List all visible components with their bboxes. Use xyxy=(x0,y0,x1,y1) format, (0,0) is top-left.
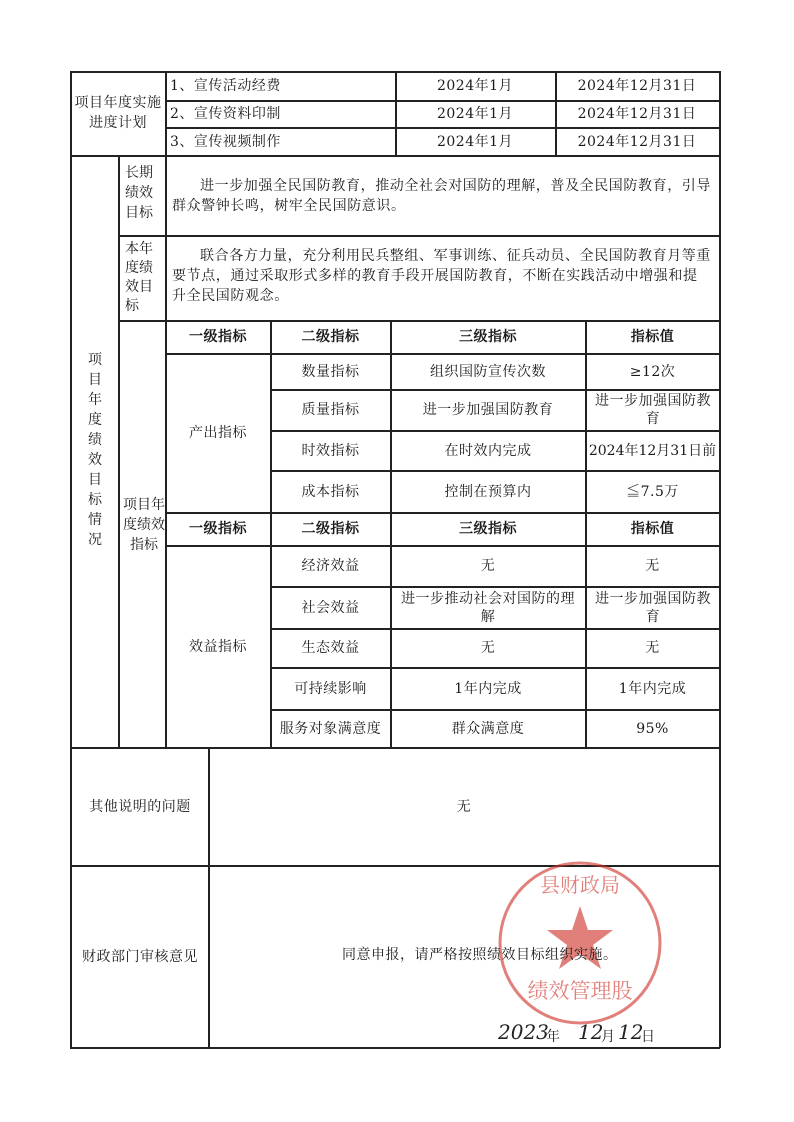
indicator-l3: 无 xyxy=(480,558,496,574)
date-day: 12 xyxy=(618,1020,644,1044)
indicator-l3: 组织国防宣传次数 xyxy=(430,363,546,380)
indicator-l3: 进一步推动社会对国防的理解 xyxy=(401,590,575,625)
schedule-start: 2024年1月 xyxy=(436,78,514,94)
indicator-l3: 控制在预算内 xyxy=(444,483,532,500)
indicator-l2: 可持续影响 xyxy=(294,680,367,697)
indicator-value: ≥12次 xyxy=(629,363,676,380)
schedule-end: 2024年12月31日 xyxy=(577,133,697,150)
seal-text: 县财政局 xyxy=(540,873,620,897)
rule xyxy=(118,235,720,237)
header-level3: 三级指标 xyxy=(459,329,517,345)
date-year: 2023 xyxy=(498,1020,549,1044)
indicator-value: 进一步加强国防教育 xyxy=(595,393,711,427)
indicator-l3: 1年内完成 xyxy=(454,680,522,697)
header-level2: 二级指标 xyxy=(301,329,360,345)
benefit-level1: 效益指标 xyxy=(189,638,247,655)
seal-text: 绩效管理股 xyxy=(527,979,633,1003)
rule xyxy=(118,155,120,747)
indicator-l2: 经济效益 xyxy=(301,558,360,574)
indicator-value: ≦7.5万 xyxy=(626,483,679,500)
indicator-l2: 质量指标 xyxy=(301,402,360,418)
schedule-label: 项目年度实施进度计划 xyxy=(74,95,162,131)
annual-text: 联合各方力量，充分利用民兵整组、军事训练、征兵动员、全民国防教育月等重要节点，通过采取形式多样的教育手段开展国防教育，不断在实践活动中增强和提升全民国防观念。 xyxy=(172,248,711,304)
schedule-item: 3、宣传视频制作 xyxy=(170,133,281,150)
date-month-unit: 月 xyxy=(601,1029,615,1045)
indicator-value: 2024年12月31日前 xyxy=(588,442,717,459)
rule xyxy=(165,71,167,155)
other-label: 其他说明的问题 xyxy=(89,798,191,815)
date-day-unit: 日 xyxy=(641,1029,655,1045)
header-value: 指标值 xyxy=(630,329,675,345)
schedule-start: 2024年1月 xyxy=(436,133,514,150)
finance-seal-stamp xyxy=(495,858,665,1028)
goals-section-label: 项目年度绩效目标情况 xyxy=(88,352,102,548)
indicator-l2: 时效指标 xyxy=(301,442,360,459)
indicator-l2: 生态效益 xyxy=(301,640,360,656)
indicator-l2: 成本指标 xyxy=(301,483,360,500)
indicator-value: 无 xyxy=(645,558,660,574)
indicator-value: 无 xyxy=(645,640,660,656)
schedule-item: 1、宣传活动经费 xyxy=(170,78,281,94)
schedule-start: 2024年1月 xyxy=(436,106,514,122)
header-level1: 一级指标 xyxy=(189,521,247,537)
date-year-unit: 年 xyxy=(546,1029,560,1045)
indicator-l3: 进一步加强国防教育 xyxy=(422,402,554,418)
rule xyxy=(70,155,720,157)
other-value: 无 xyxy=(456,798,472,815)
indicator-value: 进一步加强国防教育 xyxy=(595,590,711,625)
indicator-label: 项目年度绩效指标 xyxy=(123,497,165,553)
header-level2: 二级指标 xyxy=(301,521,360,537)
schedule-item: 2、宣传资料印制 xyxy=(170,106,281,122)
indicator-l3: 无 xyxy=(480,640,496,656)
date-month: 12 xyxy=(578,1020,604,1044)
header-level1: 一级指标 xyxy=(189,329,247,345)
schedule-end: 2024年12月31日 xyxy=(577,106,697,122)
indicator-l2: 社会效益 xyxy=(301,599,360,616)
indicator-l3: 在时效内完成 xyxy=(444,442,532,459)
annual-label: 本年度绩效目标 xyxy=(125,241,153,314)
indicator-l2: 服务对象满意度 xyxy=(279,720,382,737)
rule xyxy=(70,1047,720,1049)
rule xyxy=(719,71,721,1048)
output-level1: 产出指标 xyxy=(189,425,247,441)
header-value: 指标值 xyxy=(630,521,675,537)
indicator-l2: 数量指标 xyxy=(301,363,360,380)
header-level3: 三级指标 xyxy=(459,521,517,537)
review-label: 财政部门审核意见 xyxy=(82,948,198,965)
schedule-end: 2024年12月31日 xyxy=(577,78,697,94)
review-opinion: 同意申报，请严格按照绩效目标组织实施。 xyxy=(342,947,618,963)
indicator-l3: 群众满意度 xyxy=(451,720,525,737)
long-term-label: 长期绩效目标 xyxy=(125,165,153,221)
indicator-value: 95% xyxy=(636,720,669,737)
indicator-value: 1年内完成 xyxy=(618,680,687,697)
long-term-text: 进一步加强全民国防教育，推动全社会对国防的理解，普及全民国防教育，引导群众警钟长鸣，树牢全民国防意识。 xyxy=(172,178,711,214)
